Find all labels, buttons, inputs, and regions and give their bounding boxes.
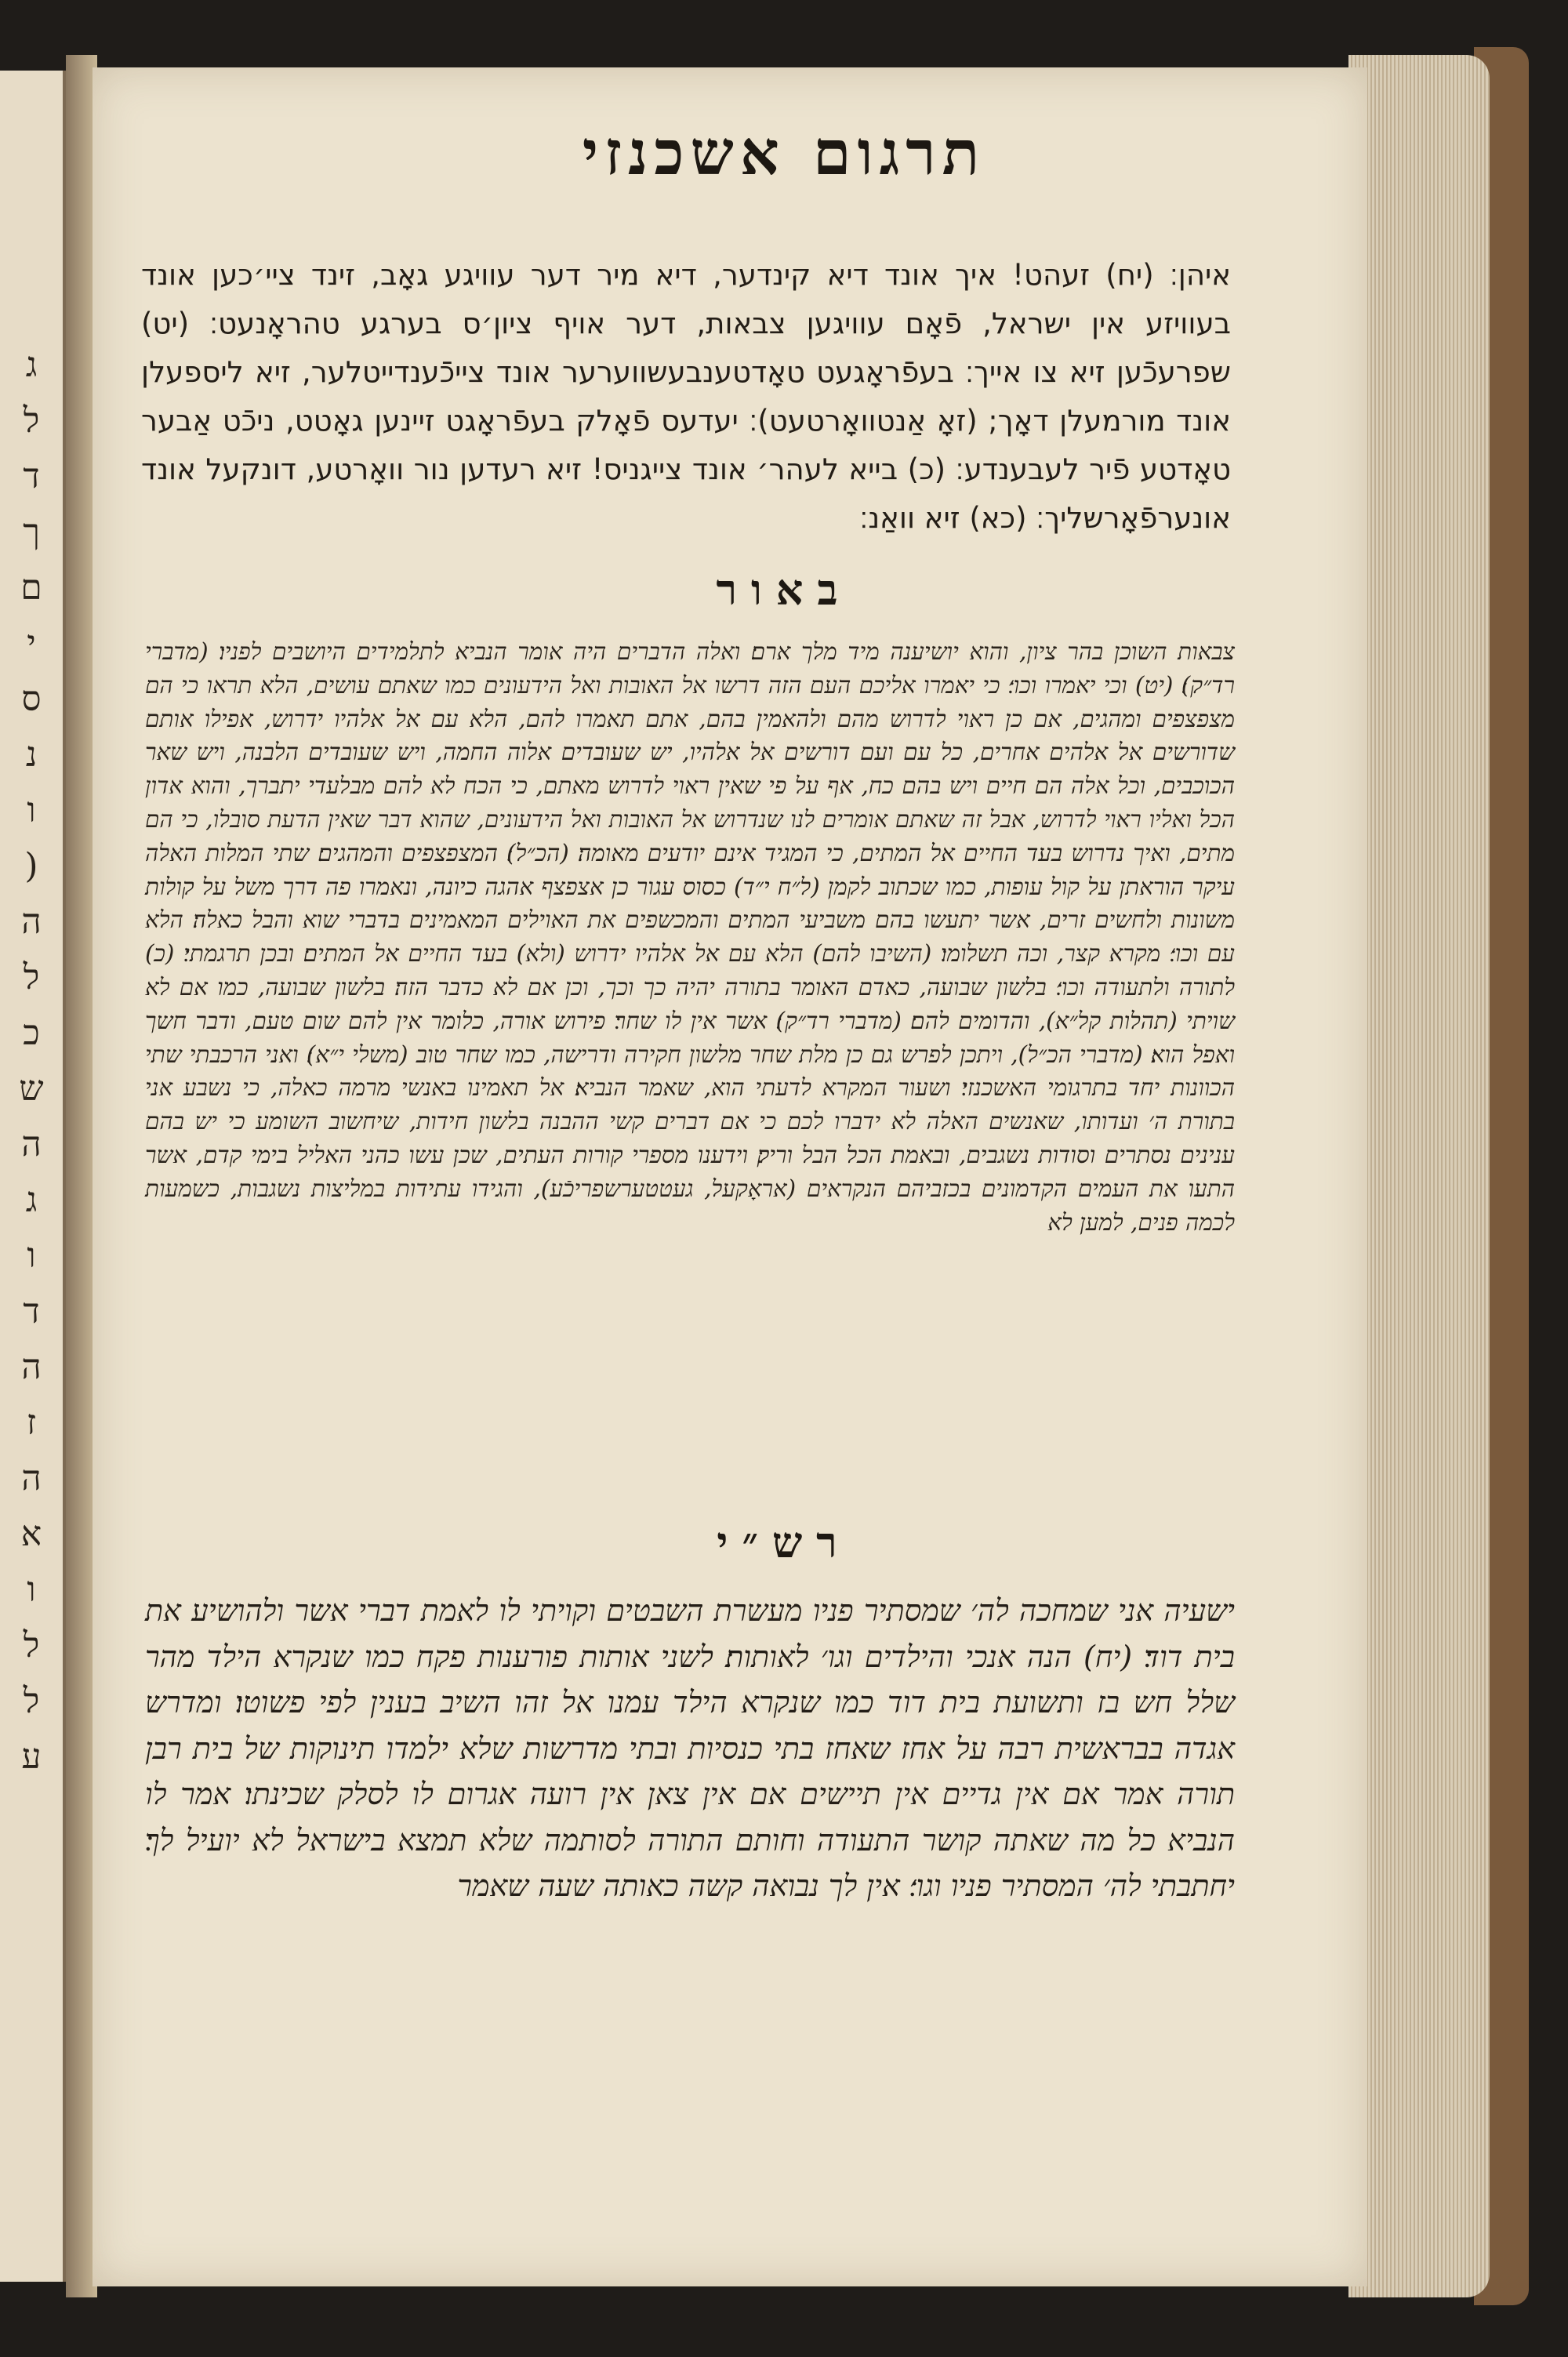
margin-letter: ל bbox=[23, 957, 40, 997]
rashi-commentary-text: ישעיה אני שמחכה לה׳ שמסתיר פניו מעשרת השבטים וקויתי לו לאמת דברי אשר ולהושיע את בית דוד׃ (יח) הנה אנכי והילדים וגו׳ לאותות׃ לשני אותות פורענות פקח כמו שנקרא הילד מהר שלל חש בז ותשועת בית דוד כמו שנקרא הילד עמנו אל זהו השיב בענין לפי פשוטו׃ ומדרש אגדה בבראשית רבה על אחז שאחז בתי כנסיות ובתי מדרשות שלא ילמדו תינוקות של בית רבן תורה אמר אם אין גדיים אין תיישים אם אין צאן אין רועה אגרום לו לסלק שכינתו׃ אמר לו הנביא כל מה שאתה קושר התעודה וחותם התורה לסותמה שלא תמצא בישראל לא יועיל לך׃ יחתבתי לה׳ המסתיר פניו וגו׳׃ אין לך נבואה קשה כאותה שעה שאמר bbox=[145, 1593, 1235, 1903]
margin-letter: ל bbox=[23, 1625, 40, 1665]
left-page-edge bbox=[0, 71, 66, 2282]
margin-letter: ש bbox=[19, 1069, 44, 1109]
margin-letter: ( bbox=[24, 846, 38, 886]
margin-letter: י bbox=[27, 623, 36, 663]
margin-letter: כ bbox=[23, 1013, 40, 1053]
page-stack-edge bbox=[1348, 55, 1490, 2297]
margin-letter: ם bbox=[20, 568, 42, 608]
margin-letter: ד bbox=[23, 456, 40, 496]
yiddish-translation-text: איהן׃ (יח) זעהט! איך אונד דיא קינדער, דיא מיר דער עוויגע גאָב, זינד ציי׳כען אונד בעוויזע אין ישראל, פֿאָם עוויגען צבאות, דער אויף ציון׳ס בערגע טהראָנעט׃ (יט) שפרעכֿען זיא צו אייך׃ בעפֿראָגעט טאָדטענבעשווערער אונד צייכֿענדייטלער, זיא ליספעלן אונד מורמעלן דאָך; (זאָ אַנטוואָרטעט)׃ יעדעס פֿאָלק בעפֿראָגט זיינען גאָטט, ניכֿט אַבער טאָדטע פֿיר לעבענדע׃ (כ) בייא לעהר׳ אונד צייגניס! זיא רעדען נור וואָרטע, דונקעל אונד אונערפֿאָרשליך׃ (כא) זיא וואַנ׃ bbox=[141, 258, 1231, 535]
margin-letter: ג bbox=[25, 1180, 38, 1220]
margin-letter: ו bbox=[27, 1570, 36, 1610]
margin-letter: ד bbox=[23, 1291, 40, 1331]
margin-letter: ה bbox=[21, 902, 42, 942]
biur-commentary-text: צבאות השוכן בהר ציון, והוא יושיענה מיד מלך ארם׃ ואלה הדברים היה אומר הנביא לתלמידים היושבים לפניו׃ (מדברי רד״ק)׃ (יט) וכי יאמרו וכו׳׃ כי יאמרו אליכם העם הזה דרשו אל האובות ואל הידעונים כמו שאתם עושים, הלא תראו כי הם מצפצפים ומהגים, אם כן ראוי לדרוש מהם ולהאמין בהם, אתם תאמרו להם, הלא עם אל אלהיו ידרוש, אפילו אותם שדורשים אל אלהים אחרים, כל עם ועם דורשים אל אלהיו, יש שעובדים אלוה החמה, ויש שעובדים הלבנה, ויש שאר הכוכבים, וכל אלה הם חיים ויש בהם כח, אף על פי שאין ראוי לדרוש מאתם, כי הכח לא להם מבלעדי יתברך, והוא אדון הכל ואליו ראוי לדרוש, אבל זה שאתם אומרים לנו שנדרוש אל האובות ואל הידעונים, שהוא דבר שאין הדעת סובלו, כי הם מתים, ואיך נדרוש בעד החיים אל המתים, כי המגיד אינם יודעים מאומה׃ (הכ״ל)׃ המצפצפים והמהגים׃ שתי המלות האלה עיקר הוראתן על קול עופות, כמו שכתוב לקמן (ל״ח י״ד) כסוס עגור כן אצפצף אהגה כיונה, ונאמרו פה דרך משל על קולות משונות ולחשים זרים, אשר יתעשו בהם משביעי המתים והמכשפים את האוילים המאמינים בדברי שוא והבל כאלה׃ הלא עם וכו׳׃ מקרא קצר, וכה תשלומו׃ (השיבו להם) הלא עם אל אלהיו ידרוש (ולא) בעד החיים אל המתים׃ ובכן תרגמתי׃ (כ) לתורה ולתעודה וכו׳׃ בלשון שבועה, כאדם האומר בתורה יהיה כך וכך, וכן אם לא כדבר הזה׃ בלשון שבועה, כמו אם לא שויתי (תהלות קל״א), והדומים להם׃ (מדברי רד״ק)׃ אשר אין לו שחר׃ פירוש אורה, כלומר אין להם שום טעם, ודבר חשך ואפל הוא׃ (מדברי הכ״ל), ויתכן לפרש גם כן מלת שחר מלשון חקירה ודרישה, כמו שחר טוב (משלי י״א)׃ ואני הרכבתי שתי הכוונות יחד בתרגומי האשכנזי׃ ושעור המקרא לדעתי הוא, שאמר הנביא׃ אל תאמינו באנשי מרמה כאלה, כי נשבע אני בתורת ה׳ ועדותו, שאנשים האלה לא ידברו לכם כי אם דברים קשי ההבנה בלשון חידות, שיחשוב השומע כי יש בהם ענינים נסתרים וסודות נשגבים, ובאמת הכל הבל וריק׃ וידענו מספרי קורות העתים, שכן עשו כהני האליל בימי קדם, אשר התעו את העמים הקדמונים בכזביהם הנקראים (אראָקעל, געטטערשפריכֿע), והגידו עתידות במליצות נשגבות, כשמעות לכמה פנים, למען לא bbox=[145, 638, 1235, 1236]
page-header-title: תרגום אשכנזי bbox=[582, 118, 986, 189]
margin-letter: ך bbox=[23, 512, 40, 552]
left-margin-letters bbox=[2, 337, 61, 1785]
margin-letter: ס bbox=[21, 679, 42, 719]
margin-letter: ה bbox=[21, 1347, 42, 1387]
margin-letter: ה bbox=[21, 1124, 42, 1164]
margin-letter: ע bbox=[21, 1737, 42, 1777]
rashi-section-title: רש״י bbox=[717, 1517, 851, 1567]
margin-letter: ה bbox=[21, 1458, 42, 1498]
margin-letter: ו bbox=[27, 790, 36, 830]
margin-letter: ל bbox=[23, 1681, 40, 1721]
margin-letter: ז bbox=[26, 1403, 37, 1443]
biur-section-title: באור bbox=[716, 565, 852, 615]
margin-letter: נ bbox=[25, 735, 38, 775]
margin-letter: ג bbox=[25, 345, 38, 385]
margin-letter: ל bbox=[23, 401, 40, 441]
margin-letter: ו bbox=[27, 1236, 36, 1276]
margin-letter: א bbox=[20, 1514, 42, 1554]
